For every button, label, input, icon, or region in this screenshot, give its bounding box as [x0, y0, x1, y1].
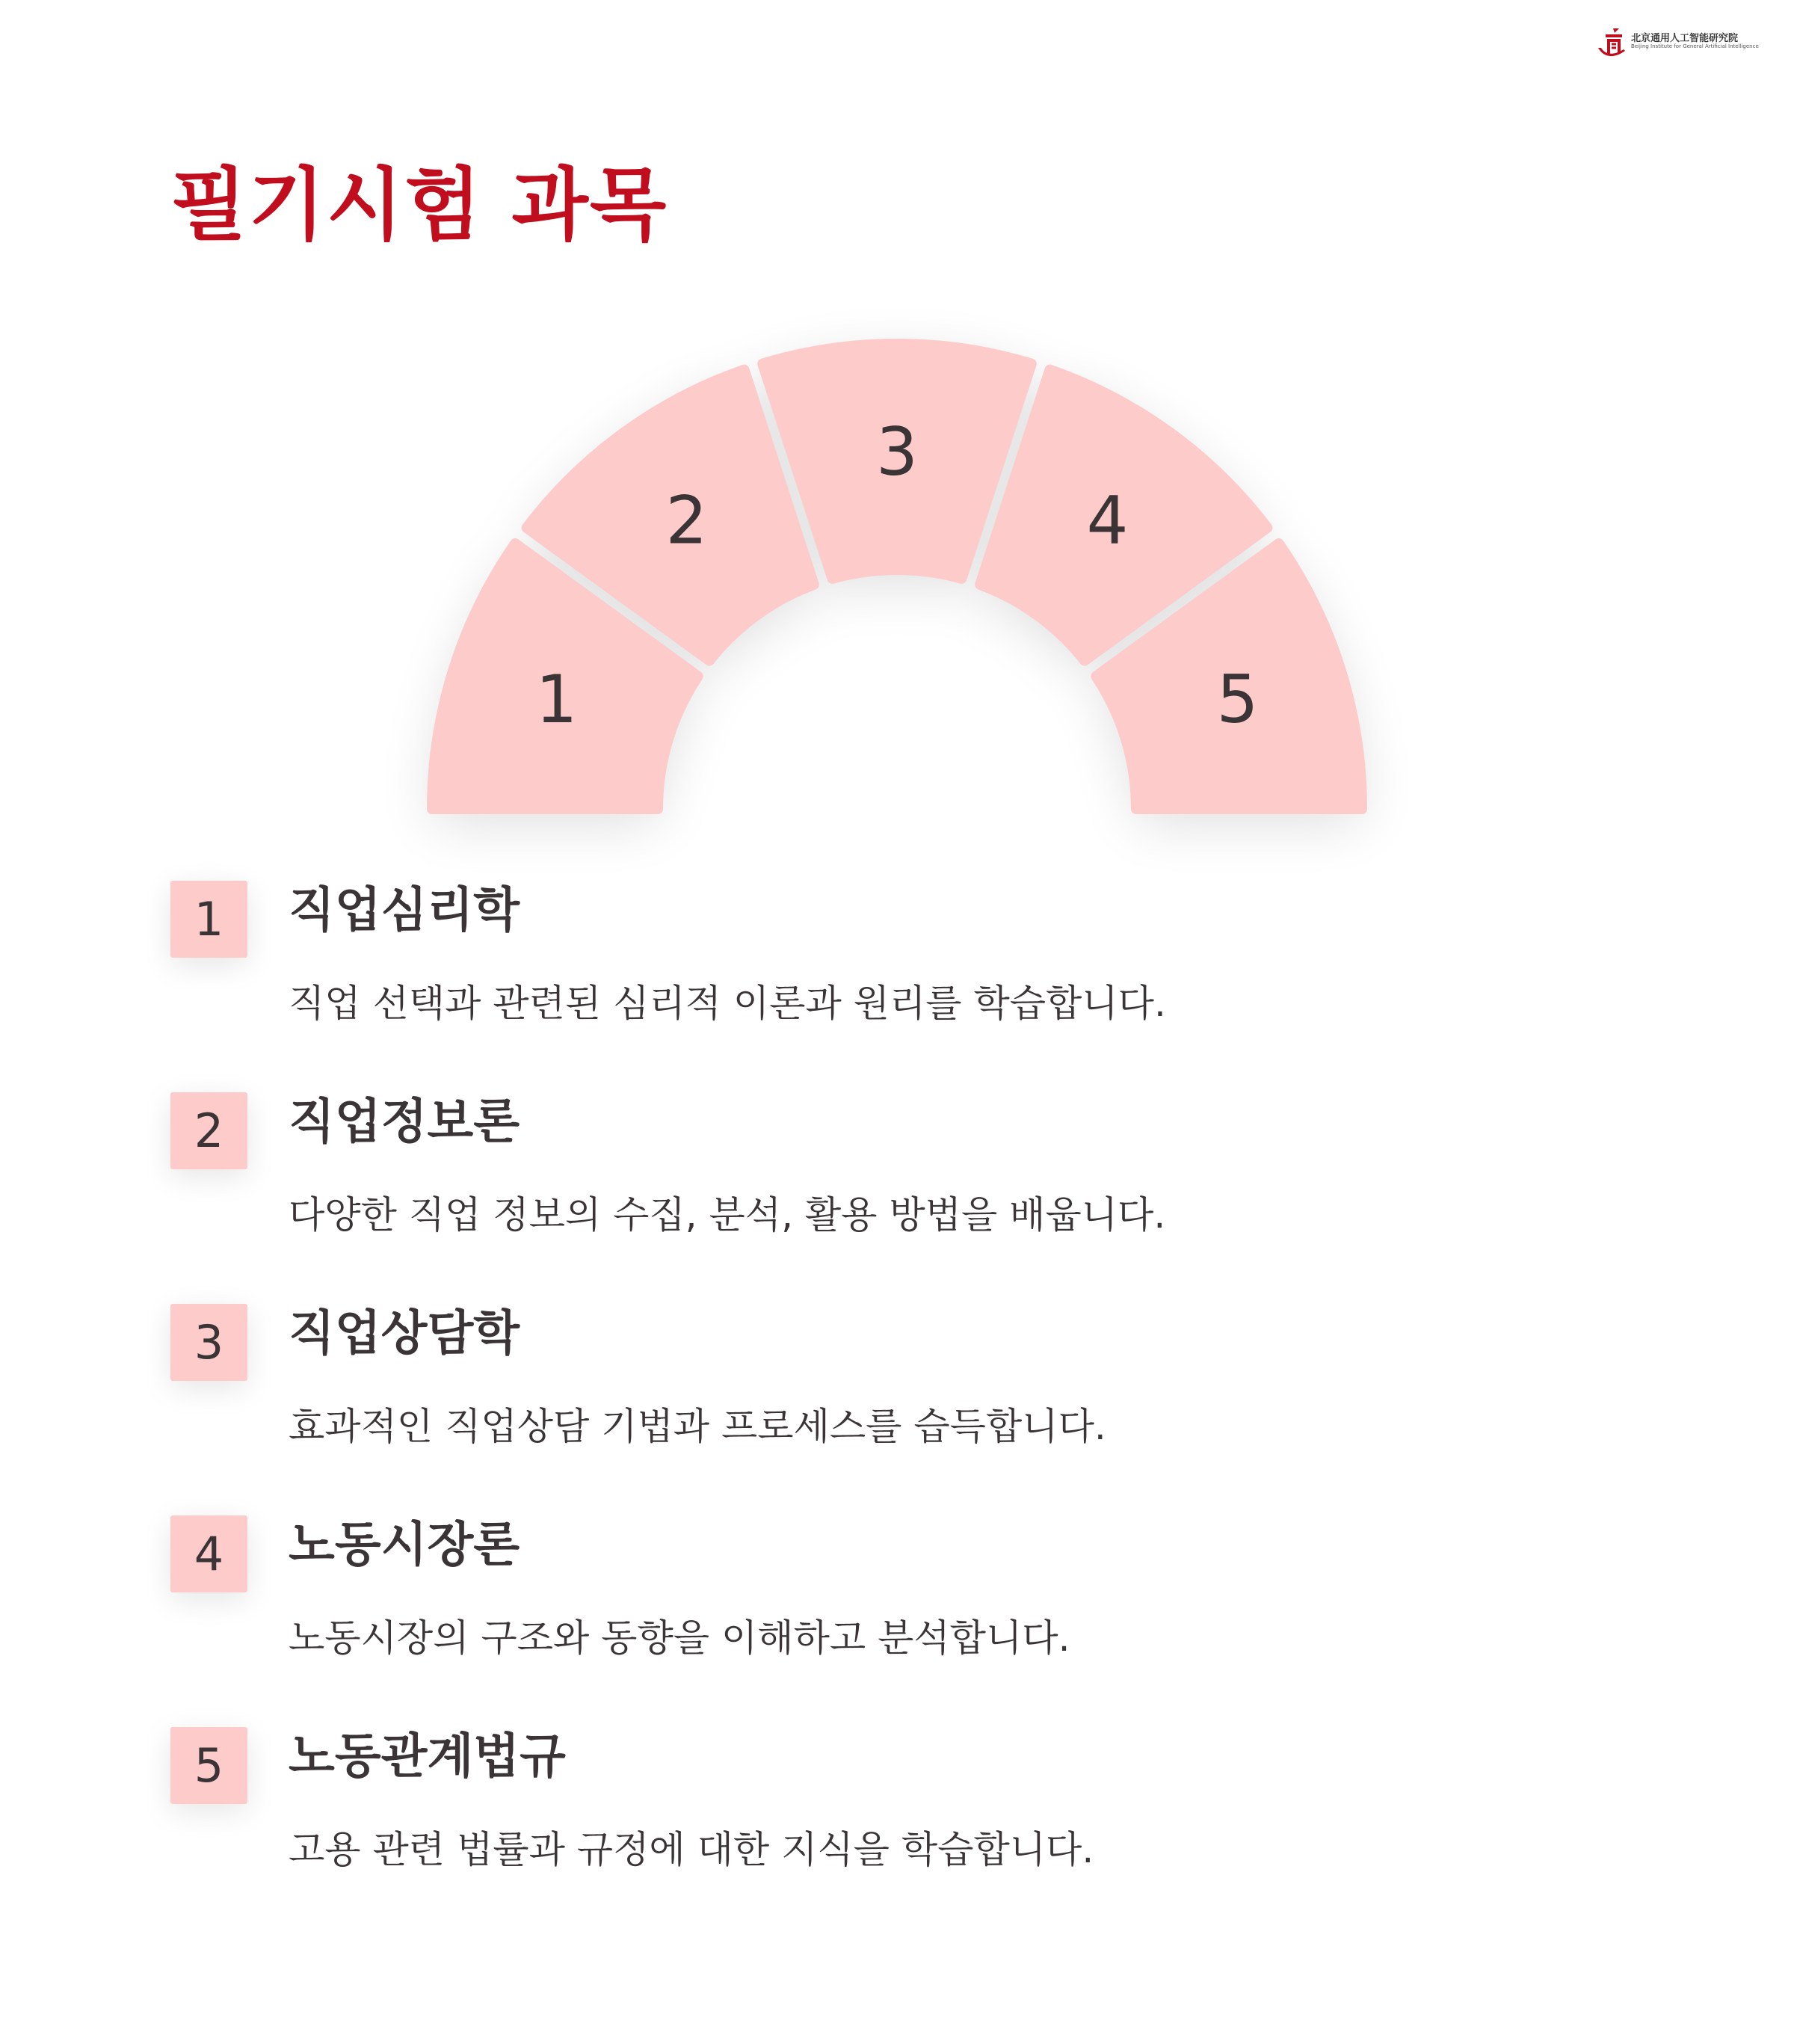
subject-title: 직업심리학	[289, 883, 520, 938]
subject-number: 3	[194, 1315, 224, 1370]
subject-description: 노동시장의 구조와 동향을 이해하고 분석합니다.	[289, 1616, 1070, 1660]
subject-item-4	[170, 1515, 1591, 1687]
subject-number-box	[170, 1092, 247, 1169]
subject-number: 2	[194, 1103, 224, 1158]
subject-title: 노동관계법규	[289, 1729, 566, 1785]
subject-description: 고용 관련 법률과 규정에 대한 지식을 학습합니다.	[289, 1828, 1094, 1871]
subject-title: 직업상담학	[289, 1306, 520, 1361]
subject-number-box	[170, 881, 247, 958]
subject-number: 1	[194, 892, 224, 946]
subject-description: 효과적인 직업상담 기법과 프로세스를 습득합니다.	[289, 1405, 1106, 1448]
subject-title: 직업정보론	[289, 1095, 520, 1150]
subject-description: 다양한 직업 정보의 수집, 분석, 활용 방법을 배웁니다.	[289, 1193, 1166, 1237]
arch-segment-label-5: 5	[1216, 660, 1259, 738]
page-title: 필기시험 과목	[170, 159, 668, 251]
subject-title: 노동시장론	[289, 1518, 520, 1573]
subject-item-2	[170, 1092, 1591, 1264]
subject-item-5	[170, 1727, 1591, 1899]
arch-segment-label-3: 3	[876, 413, 918, 490]
subject-number: 4	[194, 1527, 224, 1581]
subject-number-box	[170, 1727, 247, 1804]
arch-segment-label-1: 1	[535, 660, 578, 738]
logo-chinese-text: 北京通用人工智能研究院	[1631, 33, 1739, 44]
subject-item-3	[170, 1304, 1591, 1476]
subject-number-box	[170, 1515, 247, 1592]
subjects-arch-diagram	[0, 0, 1794, 897]
arch-segment-label-4: 4	[1086, 481, 1129, 559]
subject-number-box	[170, 1304, 247, 1381]
subject-description: 직업 선택과 관련된 심리적 이론과 원리를 학습합니다.	[289, 982, 1166, 1025]
subject-number: 5	[194, 1738, 224, 1793]
logo-english-text: Beijing Institute for General Artificial Intelligence	[1631, 43, 1759, 49]
subject-item-1	[170, 881, 1591, 1053]
arch-segment-label-2: 2	[665, 481, 708, 559]
